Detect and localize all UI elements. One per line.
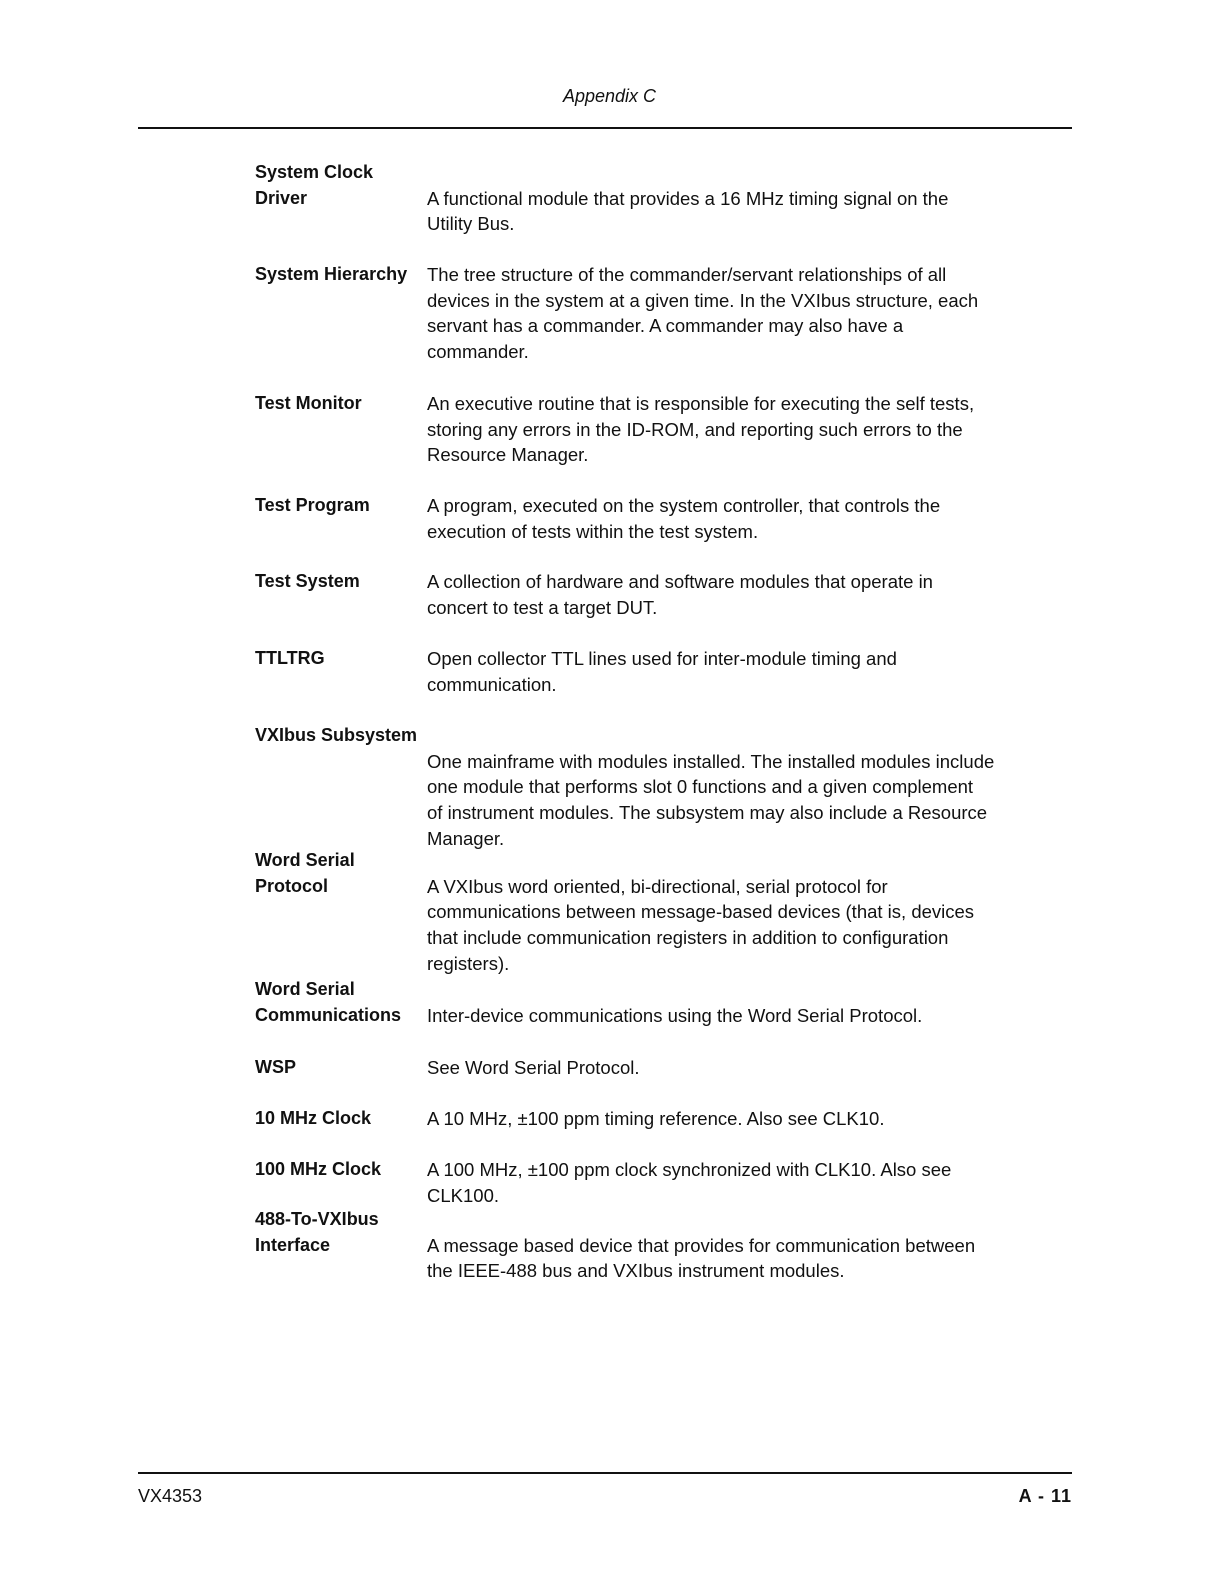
term-line: 10 MHz Clock bbox=[255, 1108, 372, 1128]
glossary-term bbox=[255, 493, 370, 519]
definition-line: Inter-device communications using the Word Serial Protocol. bbox=[427, 1004, 923, 1026]
definition-line: A 100 MHz, ±100 ppm clock synchronized with CLK10. Also see bbox=[427, 1159, 952, 1180]
definition-line: commander. bbox=[427, 341, 529, 363]
glossary-definition bbox=[427, 262, 978, 365]
glossary-definition bbox=[427, 391, 974, 468]
glossary-definition bbox=[427, 646, 897, 697]
term-line: Test Monitor bbox=[255, 393, 362, 413]
definition-line: A collection of hardware and software modules that operate in bbox=[427, 571, 933, 592]
glossary-definition bbox=[427, 749, 994, 852]
definition-line: registers). bbox=[427, 952, 510, 974]
definition-line: Utility Bus. bbox=[427, 213, 515, 235]
term-line: Word Serial bbox=[255, 850, 355, 870]
definition-line: of instrument modules. The subsystem may also include a Resource bbox=[427, 802, 988, 824]
page-header: Appendix C bbox=[562, 86, 657, 106]
definition-line: communications between message-based devices (that is, devices bbox=[427, 901, 975, 923]
glossary-definition bbox=[427, 1055, 640, 1081]
definition-line: The tree structure of the commander/servant relationships of all bbox=[427, 264, 947, 285]
term-line: 488-To-VXIbus bbox=[255, 1209, 379, 1229]
term-line: Communications bbox=[255, 1004, 402, 1025]
definition-line: execution of tests within the test system. bbox=[427, 520, 759, 542]
glossary-term bbox=[255, 160, 373, 211]
term-line: Protocol bbox=[255, 875, 329, 896]
glossary-term bbox=[255, 723, 417, 749]
term-line: Word Serial bbox=[255, 979, 355, 999]
definition-line: See Word Serial Protocol. bbox=[427, 1057, 640, 1078]
glossary-term bbox=[255, 1207, 379, 1258]
term-line: Driver bbox=[255, 187, 308, 208]
definition-line: concert to test a target DUT. bbox=[427, 596, 658, 618]
term-line: VXIbus Subsystem bbox=[255, 725, 418, 745]
glossary-definition bbox=[427, 1003, 922, 1029]
glossary-definition bbox=[427, 874, 974, 977]
definition-line: devices in the system at a given time. In the VXIbus structure, each bbox=[427, 289, 979, 311]
definition-line: Manager. bbox=[427, 827, 505, 849]
document-id: VX4353 bbox=[138, 1486, 203, 1506]
definition-line: one module that performs slot 0 functions and a given complement bbox=[427, 776, 974, 798]
term-line: Interface bbox=[255, 1234, 331, 1255]
page-number: A - 11 bbox=[1018, 1486, 1072, 1506]
glossary-term bbox=[255, 848, 355, 899]
definition-line: Open collector TTL lines used for inter-module timing and bbox=[427, 648, 897, 669]
glossary-definition bbox=[427, 569, 933, 620]
term-line: System Hierarchy bbox=[255, 264, 408, 284]
definition-line: A functional module that provides a 16 MHz timing signal on the bbox=[427, 187, 949, 209]
term-line: TTLTRG bbox=[255, 648, 325, 668]
glossary-term bbox=[255, 646, 325, 672]
glossary-term bbox=[255, 1106, 371, 1132]
glossary-definition bbox=[427, 1106, 884, 1132]
definition-line: A VXIbus word oriented, bi-directional, serial protocol for bbox=[427, 875, 888, 897]
glossary-term bbox=[255, 391, 362, 417]
glossary-definition bbox=[427, 493, 940, 544]
footer-rule bbox=[138, 1472, 1072, 1474]
glossary-definition bbox=[427, 1157, 951, 1208]
definition-line: CLK100. bbox=[427, 1184, 499, 1206]
glossary-definition bbox=[427, 186, 948, 237]
definition-line: the IEEE-488 bus and VXIbus instrument modules. bbox=[427, 1260, 845, 1282]
glossary-term bbox=[255, 262, 407, 288]
header-rule bbox=[138, 127, 1072, 129]
definition-line: that include communication registers in addition to configuration bbox=[427, 927, 949, 949]
glossary-term bbox=[255, 1055, 296, 1081]
term-line: System Clock bbox=[255, 162, 374, 182]
definition-line: A program, executed on the system controller, that controls the bbox=[427, 495, 941, 516]
term-line: WSP bbox=[255, 1057, 297, 1077]
definition-line: servant has a commander. A commander may also have a bbox=[427, 315, 904, 337]
definition-line: A 10 MHz, ±100 ppm timing reference. Also see CLK10. bbox=[427, 1108, 885, 1129]
term-line: Test Program bbox=[255, 495, 370, 515]
definition-line: An executive routine that is responsible for executing the self tests, bbox=[427, 393, 975, 414]
definition-line: communication. bbox=[427, 673, 557, 695]
definition-line: Resource Manager. bbox=[427, 444, 589, 466]
glossary-definition bbox=[427, 1233, 975, 1284]
definition-line: storing any errors in the ID-ROM, and reporting such errors to the bbox=[427, 418, 963, 440]
glossary-term bbox=[255, 569, 360, 595]
definition-line: One mainframe with modules installed. The installed modules include bbox=[427, 750, 995, 772]
glossary-term bbox=[255, 977, 401, 1028]
term-line: Test System bbox=[255, 571, 360, 591]
term-line: 100 MHz Clock bbox=[255, 1159, 382, 1179]
glossary-term bbox=[255, 1157, 381, 1183]
definition-line: A message based device that provides for communication between bbox=[427, 1234, 976, 1256]
